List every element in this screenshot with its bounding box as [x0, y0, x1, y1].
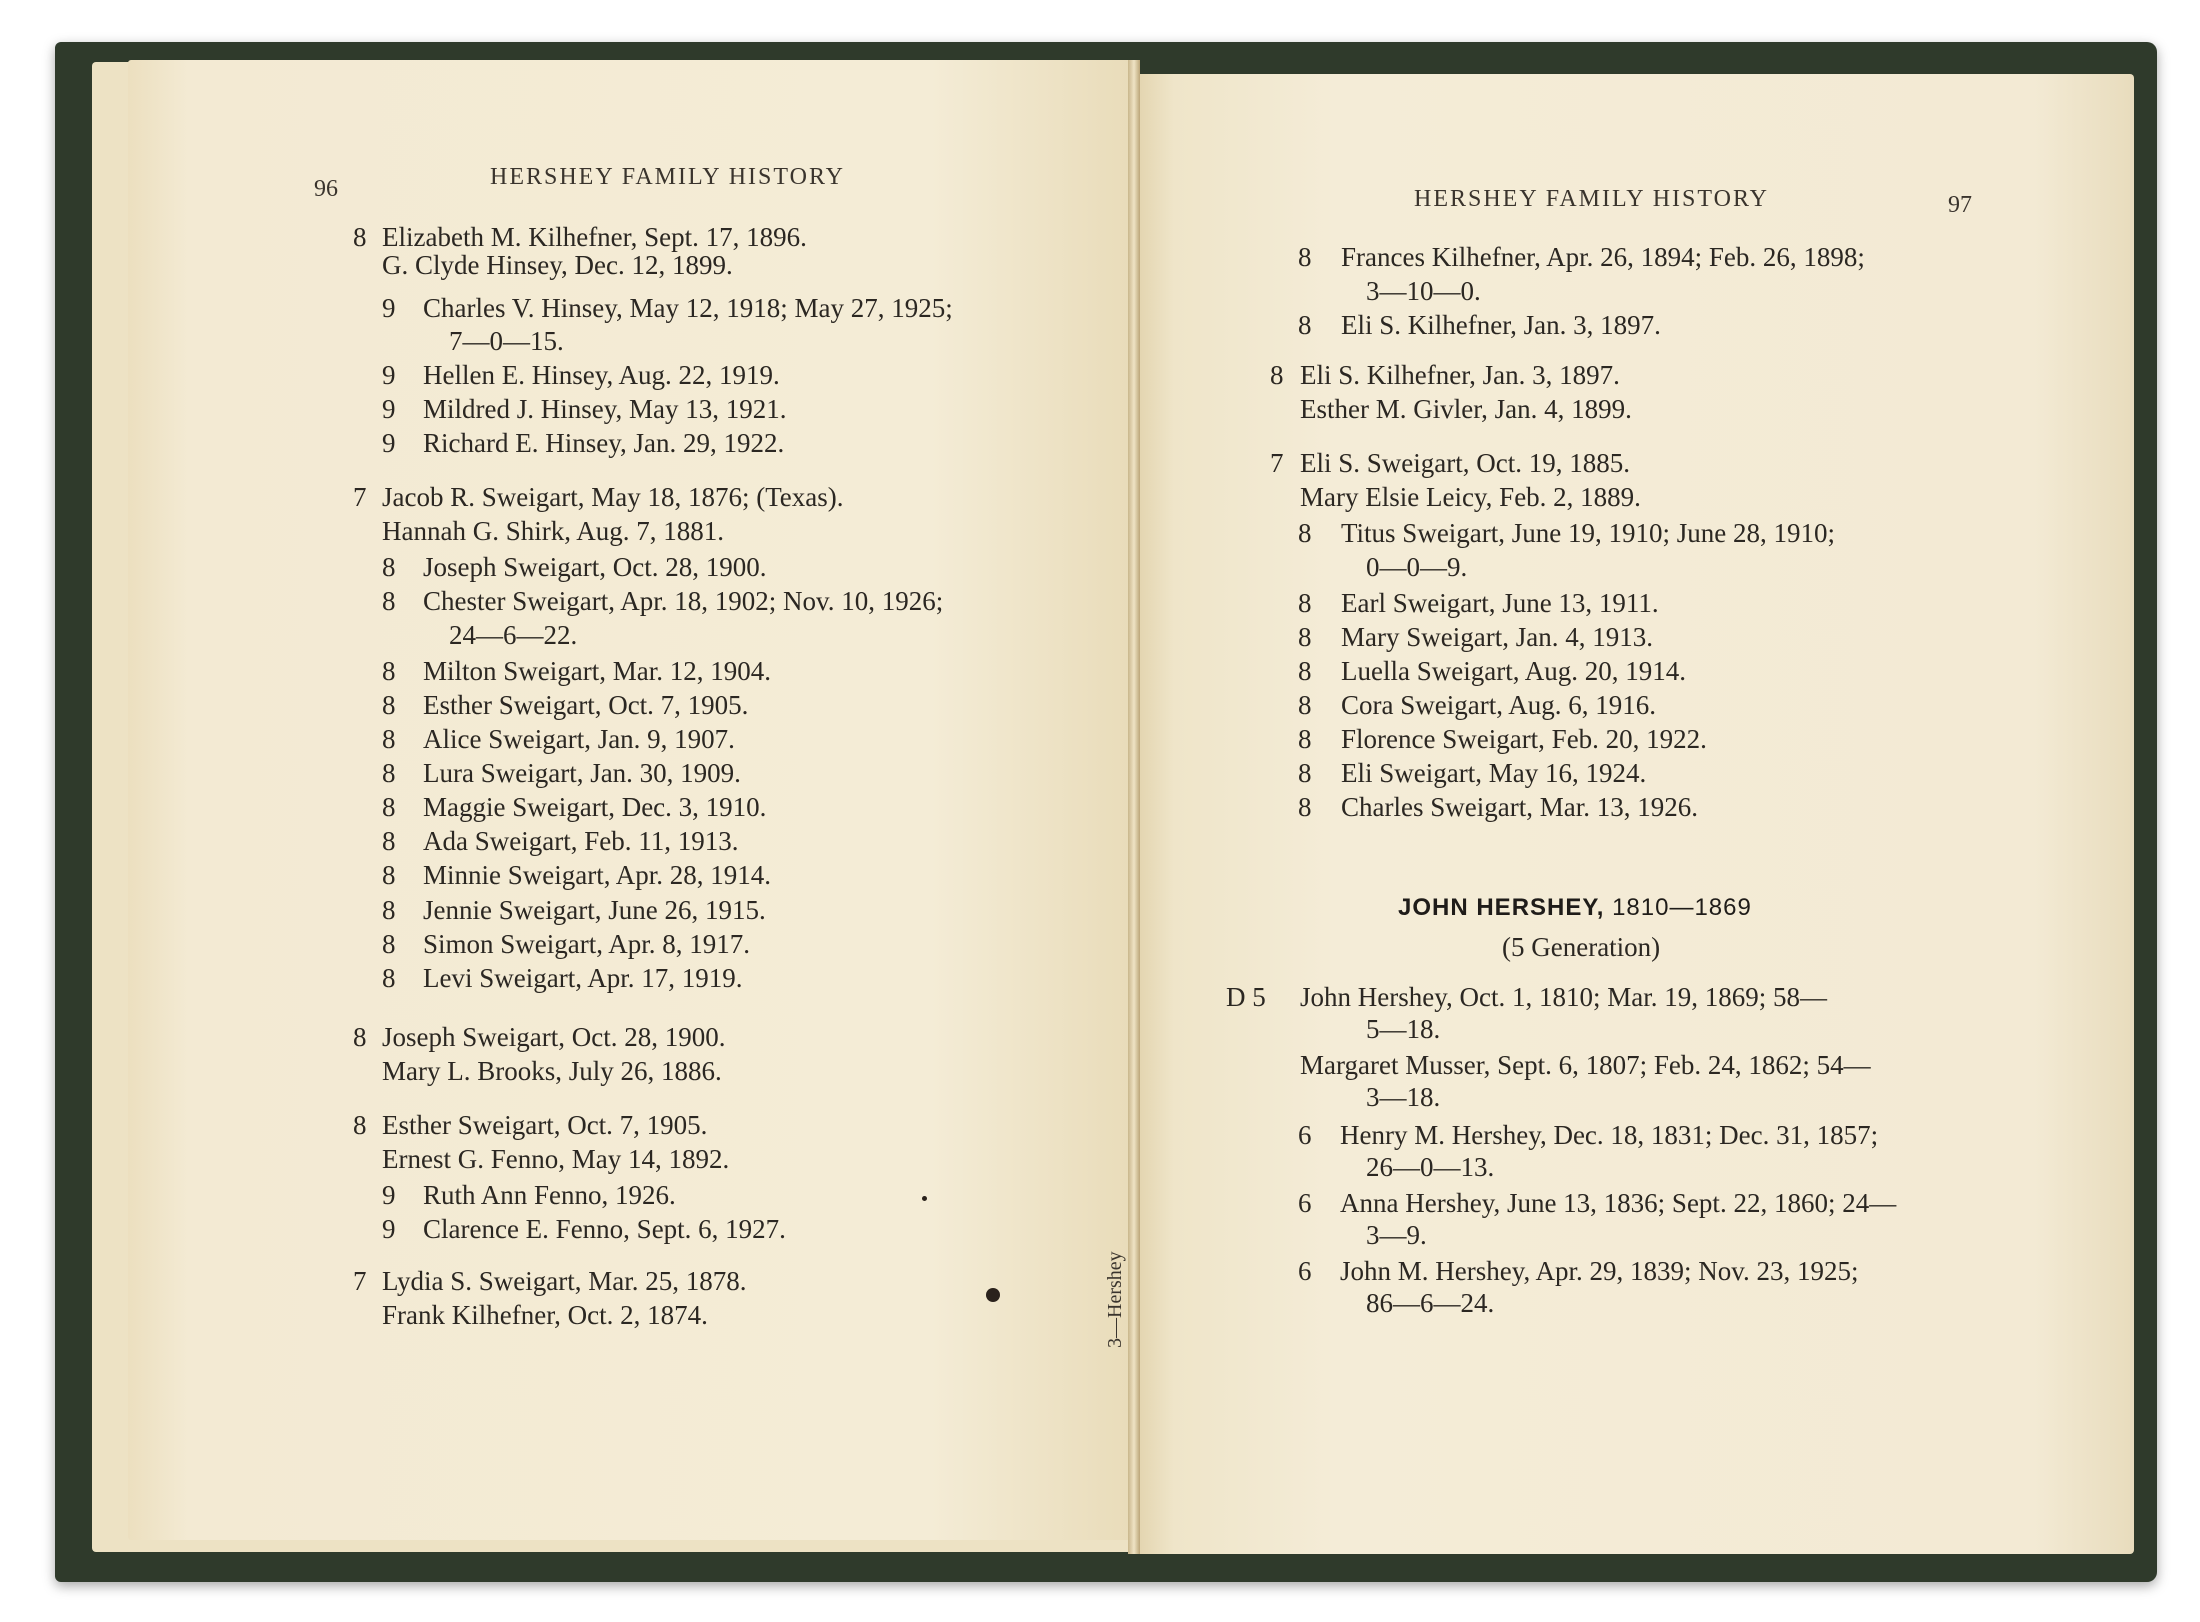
entry-text: Elizabeth M. Kilhefner, Sept. 17, 1896.	[382, 222, 807, 252]
genealogy-line	[382, 250, 733, 281]
generation-number: 8	[1298, 242, 1312, 272]
entry-text: Titus Sweigart, June 19, 1910; June 28, 1910;	[1341, 518, 1836, 548]
entry-text: Earl Sweigart, June 13, 1911.	[1341, 588, 1659, 618]
genealogy-line	[1366, 1288, 1494, 1319]
entry-text: Esther Sweigart, Oct. 7, 1905.	[382, 1110, 708, 1140]
entry-text: Anna Hershey, June 13, 1836; Sept. 22, 1860; 24—	[1340, 1188, 1897, 1218]
entry-text: Ernest G. Fenno, May 14, 1892.	[382, 1144, 730, 1174]
entry-text: Eli S. Sweigart, Oct. 19, 1885.	[1300, 448, 1630, 478]
entry-text: Frances Kilhefner, Apr. 26, 1894; Feb. 26, 1898;	[1341, 242, 1865, 272]
entry-text: Richard E. Hinsey, Jan. 29, 1922.	[423, 428, 785, 458]
entry-text: Eli S. Kilhefner, Jan. 3, 1897.	[1341, 310, 1661, 340]
entry-text: Ruth Ann Fenno, 1926.	[423, 1180, 676, 1210]
genealogy-line	[1366, 276, 1481, 307]
entry-text: Esther M. Givler, Jan. 4, 1899.	[1300, 394, 1632, 424]
genealogy-line	[382, 1056, 722, 1087]
genealogy-line	[1300, 394, 1632, 425]
genealogy-line	[1366, 552, 1467, 583]
generation-number: 8	[382, 690, 396, 720]
entry-text: Maggie Sweigart, Dec. 3, 1910.	[423, 792, 767, 822]
genealogy-line	[1300, 1050, 1871, 1081]
entry-text: Mildred J. Hinsey, May 13, 1921.	[423, 394, 787, 424]
entry-text: 86—6—24.	[1366, 1288, 1495, 1318]
generation-number: 8	[1298, 690, 1312, 720]
genealogy-line	[449, 326, 564, 357]
generation-number: 8	[1298, 622, 1312, 652]
entry-text: Luella Sweigart, Aug. 20, 1914.	[1341, 656, 1686, 686]
generation-number: 9	[382, 360, 396, 390]
generation-number: 8	[382, 963, 396, 993]
entry-text: Simon Sweigart, Apr. 8, 1917.	[423, 929, 751, 959]
generation-number: 9	[382, 1180, 396, 1210]
entry-text: Clarence E. Fenno, Sept. 6, 1927.	[423, 1214, 786, 1244]
generation-number: 7	[353, 1266, 367, 1296]
signature-mark: 3—Hershey	[1104, 1251, 1126, 1348]
generation-number: 6	[1298, 1120, 1312, 1150]
generation-number: 8	[382, 826, 396, 856]
left-running-header: HERSHEY FAMILY HISTORY	[490, 164, 845, 190]
generation-number: 8	[1298, 792, 1312, 822]
entry-text: 3—10—0.	[1366, 276, 1481, 306]
section-heading	[1398, 894, 1752, 922]
entry-text: Ada Sweigart, Feb. 11, 1913.	[423, 826, 739, 856]
entry-text: 7—0—15.	[449, 326, 564, 356]
generation-number: 6	[1298, 1188, 1312, 1218]
generation-number: 8	[353, 1110, 367, 1140]
generation-number: 8	[382, 724, 396, 754]
entry-text: Minnie Sweigart, Apr. 28, 1914.	[423, 860, 771, 890]
generation-number: 8	[1298, 588, 1312, 618]
generation-number: 8	[382, 552, 396, 582]
right-running-header: HERSHEY FAMILY HISTORY	[1414, 186, 1769, 212]
entry-text: Charles V. Hinsey, May 12, 1918; May 27, 1925;	[423, 293, 953, 323]
entry-text: G. Clyde Hinsey, Dec. 12, 1899.	[382, 250, 733, 280]
genealogy-line	[382, 1144, 729, 1175]
entry-text: 26—0—13.	[1366, 1152, 1495, 1182]
entry-text: Eli S. Kilhefner, Jan. 3, 1897.	[1300, 360, 1620, 390]
entry-text: John Hershey, Oct. 1, 1810; Mar. 19, 1869; 58—	[1300, 982, 1827, 1012]
genealogy-line	[1366, 1014, 1440, 1045]
entry-text: Henry M. Hershey, Dec. 18, 1831; Dec. 31, 1857;	[1340, 1120, 1879, 1150]
generation-number: 8	[382, 656, 396, 686]
entry-text: 5—18.	[1366, 1014, 1441, 1044]
entry-text: Eli Sweigart, May 16, 1924.	[1341, 758, 1647, 788]
generation-number: 9	[382, 428, 396, 458]
book-gutter	[1128, 60, 1140, 1554]
generation-number: 7	[1270, 448, 1284, 478]
entry-text: Mary Elsie Leicy, Feb. 2, 1889.	[1300, 482, 1641, 512]
entry-text: Jennie Sweigart, June 26, 1915.	[423, 895, 766, 925]
entry-text: Florence Sweigart, Feb. 20, 1922.	[1341, 724, 1707, 754]
generation-number: 6	[1298, 1256, 1312, 1286]
entry-text: Milton Sweigart, Mar. 12, 1904.	[423, 656, 771, 686]
generation-number: 8	[1298, 310, 1312, 340]
genealogy-line	[1366, 1220, 1427, 1251]
generation-number: 8	[353, 1022, 367, 1052]
entry-text: Cora Sweigart, Aug. 6, 1916.	[1341, 690, 1656, 720]
section-title: JOHN HERSHEY,	[1398, 894, 1605, 921]
generation-number: 8	[1298, 724, 1312, 754]
ink-speck	[986, 1288, 1000, 1302]
ink-speck	[922, 1196, 927, 1201]
left-page-number: 96	[314, 176, 338, 202]
generation-number: 7	[353, 482, 367, 512]
entry-text: Levi Sweigart, Apr. 17, 1919.	[423, 963, 743, 993]
entry-text: Alice Sweigart, Jan. 9, 1907.	[423, 724, 735, 754]
section-subtitle: (5 Generation)	[1502, 932, 1661, 962]
genealogy-line	[1300, 482, 1641, 513]
entry-text: 3—9.	[1366, 1220, 1427, 1250]
generation-number: 8	[382, 860, 396, 890]
generation-number: 8	[353, 222, 367, 252]
entry-text: Frank Kilhefner, Oct. 2, 1874.	[382, 1300, 708, 1330]
generation-number: 8	[1270, 360, 1284, 390]
entry-text: Charles Sweigart, Mar. 13, 1926.	[1341, 792, 1698, 822]
entry-text: Chester Sweigart, Apr. 18, 1902; Nov. 10, 1926;	[423, 586, 944, 616]
genealogy-line	[449, 620, 577, 651]
entry-text: Jacob R. Sweigart, May 18, 1876; (Texas).	[382, 482, 844, 512]
generation-number: 8	[382, 758, 396, 788]
generation-number: 9	[382, 293, 396, 323]
entry-text: Lydia S. Sweigart, Mar. 25, 1878.	[382, 1266, 747, 1296]
entry-text: Margaret Musser, Sept. 6, 1807; Feb. 24, 1862; 54—	[1300, 1050, 1871, 1080]
generation-number: 8	[382, 792, 396, 822]
genealogy-line	[1366, 1152, 1494, 1183]
entry-text: 3—18.	[1366, 1082, 1441, 1112]
section-years: 1810—1869	[1612, 894, 1752, 921]
generation-number: 8	[1298, 656, 1312, 686]
entry-text: Joseph Sweigart, Oct. 28, 1900.	[423, 552, 767, 582]
entry-text: 24—6—22.	[449, 620, 578, 650]
entry-text: Hellen E. Hinsey, Aug. 22, 1919.	[423, 360, 780, 390]
generation-number: 8	[382, 586, 396, 616]
generation-number: 8	[382, 895, 396, 925]
entry-text: Mary Sweigart, Jan. 4, 1913.	[1341, 622, 1653, 652]
entry-text: Esther Sweigart, Oct. 7, 1905.	[423, 690, 749, 720]
entry-text: John M. Hershey, Apr. 29, 1839; Nov. 23, 1925;	[1340, 1256, 1859, 1286]
generation-number: 8	[1298, 758, 1312, 788]
generation-number: 8	[1298, 518, 1312, 548]
entry-text: Hannah G. Shirk, Aug. 7, 1881.	[382, 516, 724, 546]
generation-number: D 5	[1226, 982, 1266, 1012]
entry-text: 0—0—9.	[1366, 552, 1468, 582]
generation-number: 8	[382, 929, 396, 959]
genealogy-line	[382, 516, 724, 547]
entry-text: Joseph Sweigart, Oct. 28, 1900.	[382, 1022, 726, 1052]
entry-text: Mary L. Brooks, July 26, 1886.	[382, 1056, 722, 1086]
genealogy-line	[1366, 1082, 1440, 1113]
genealogy-line	[382, 1300, 708, 1331]
generation-number: 9	[382, 1214, 396, 1244]
generation-number: 9	[382, 394, 396, 424]
right-page-number: 97	[1948, 192, 1972, 218]
entry-text: Lura Sweigart, Jan. 30, 1909.	[423, 758, 741, 788]
